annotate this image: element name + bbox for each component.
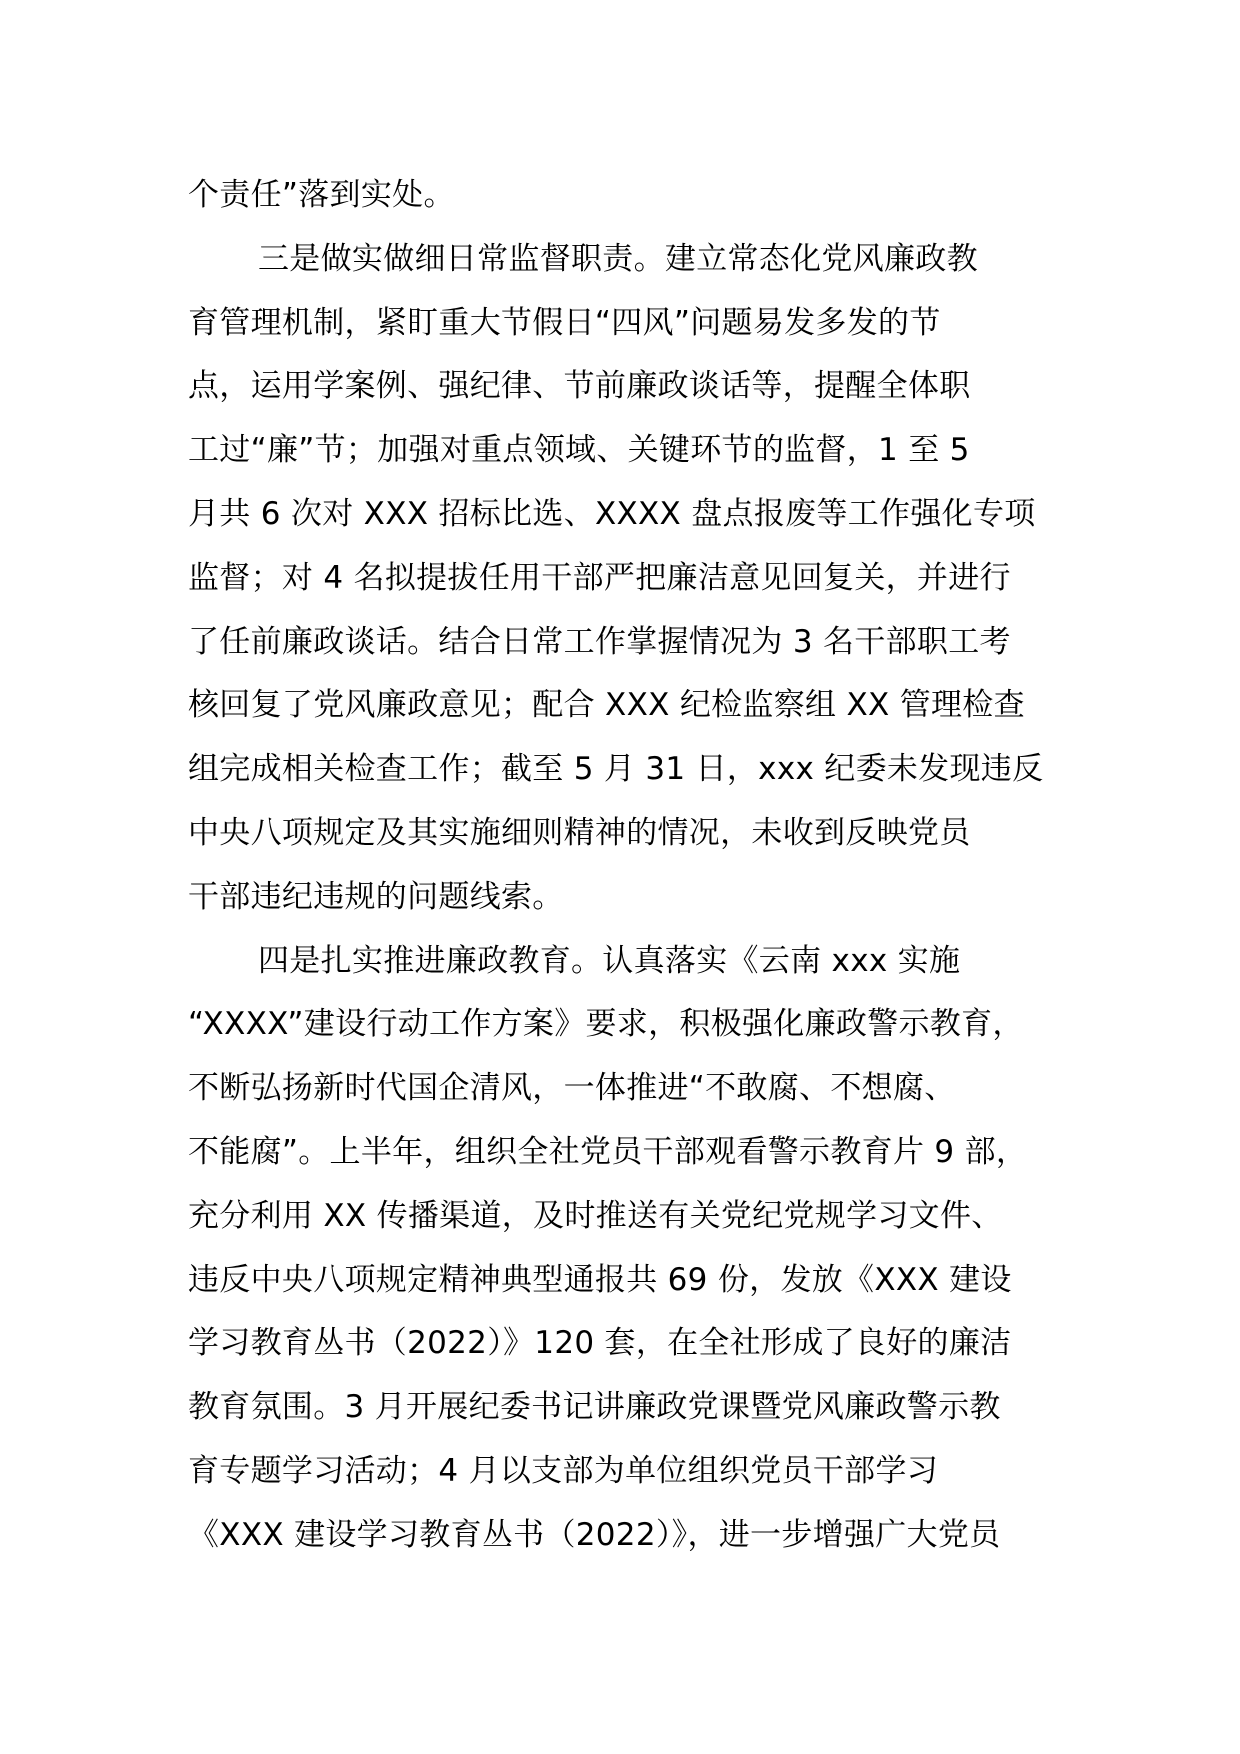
text-line: 三是做实做细日常监督职责。建立常态化党风廉政教 xyxy=(258,240,978,277)
text-line: 学习教育丛书（2022）》120 套，在全社形成了良好的廉洁 xyxy=(188,1325,1012,1362)
text-line: 充分利用 XX 传播渠道，及时推送有关党纪党规学习文件、 xyxy=(188,1197,1003,1234)
document-body xyxy=(188,164,1088,1568)
text-line: 违反中央八项规定精神典型通报共 69 份，发放《XXX 建设 xyxy=(188,1261,1012,1298)
text-line: 中央八项规定及其实施细则精神的情况，未收到反映党员 xyxy=(188,814,971,851)
text-line: 月共 6 次对 XXX 招标比选、XXXX 盘点报废等工作强化专项 xyxy=(188,495,1036,532)
text-line: “XXXX”建设行动工作方案》要求，积极强化廉政警示教育， xyxy=(188,1006,1024,1043)
text-line: 点，运用学案例、强纪律、节前廉政谈话等，提醒全体职 xyxy=(188,368,971,405)
text-line: 四是扎实推进廉政教育。认真落实《云南 xxx 实施 xyxy=(258,942,961,979)
text-line: 组完成相关检查工作；截至 5 月 31 日，xxx 纪委未发现违反 xyxy=(188,751,1044,788)
text-line: 不能腐”。上半年，组织全社党员干部观看警示教育片 9 部， xyxy=(188,1133,1028,1170)
text-line: 教育氛围。3 月开展纪委书记讲廉政党课暨党风廉政警示教 xyxy=(188,1389,1001,1426)
text-line: 工过“廉”节；加强对重点领域、关键环节的监督，1 至 5 xyxy=(188,432,970,469)
text-line: 育专题学习活动；4 月以支部为单位组织党员干部学习 xyxy=(188,1452,939,1489)
text-line: 监督；对 4 名拟提拔任用干部严把廉洁意见回复关，并进行 xyxy=(188,559,1011,596)
text-line: 核回复了党风廉政意见；配合 XXX 纪检监察组 XX 管理检查 xyxy=(188,687,1025,724)
text-line: 干部违纪违规的问题线索。 xyxy=(188,878,564,915)
text-line: 《XXX 建设学习教育丛书（2022）》，进一步增强广大党员 xyxy=(188,1516,1001,1553)
text-line: 个责任”落到实处。 xyxy=(188,177,455,213)
text-line: 育管理机制，紧盯重大节假日“四风”问题易发多发的节 xyxy=(188,304,941,341)
text-line: 不断弘扬新时代国企清风，一体推进“不敢腐、不想腐、 xyxy=(188,1070,956,1107)
text-line: 了任前廉政谈话。结合日常工作掌握情况为 3 名干部职工考 xyxy=(188,623,1011,660)
